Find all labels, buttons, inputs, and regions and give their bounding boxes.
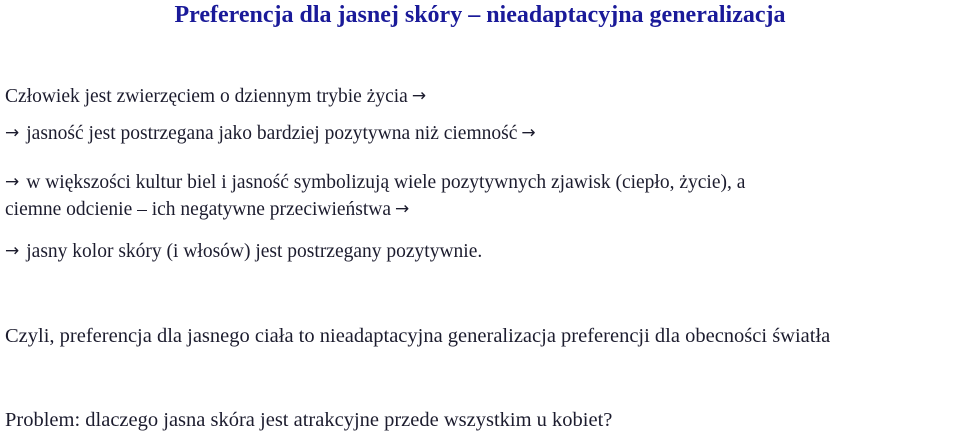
line-light-skin-positive [5, 239, 482, 264]
line-cultures-symbolism [5, 170, 745, 195]
line-text: ciemne odcienie – ich negatywne przeciwieństwa [5, 199, 392, 220]
line-text: w większości kultur biel i jasność symbolizują wiele pozytywnych zjawisk (ciepło, życie), a [26, 172, 746, 193]
line-problem: Problem: dlaczego jasna skóra jest atrakcyjne przede wszystkim u kobiet? [5, 409, 613, 431]
line-daytime-animal [5, 84, 426, 109]
right-arrow-icon: → [5, 172, 20, 192]
line-dark-shades [5, 197, 409, 222]
right-arrow-icon: → [395, 199, 410, 219]
line-text: Człowiek jest zwierzęciem o dziennym trybie życia [5, 86, 408, 107]
line-text: jasny kolor skóry (i włosów) jest postrzegany pozytywnie. [26, 241, 483, 262]
line-conclusion: Czyli, preferencja dla jasnego ciała to nieadaptacyjna generalizacja preferencji dla obecności światła [5, 325, 831, 347]
line-text: jasność jest postrzegana jako bardziej pozytywna niż ciemność [26, 123, 518, 144]
right-arrow-icon: → [5, 123, 20, 143]
right-arrow-icon: → [411, 86, 427, 106]
line-brightness-positive [5, 121, 536, 146]
right-arrow-icon: → [5, 241, 20, 261]
right-arrow-icon: → [521, 123, 536, 143]
slide-title: Preferencja dla jasnej skóry – nieadaptacyjna generalizacja [174, 2, 786, 28]
